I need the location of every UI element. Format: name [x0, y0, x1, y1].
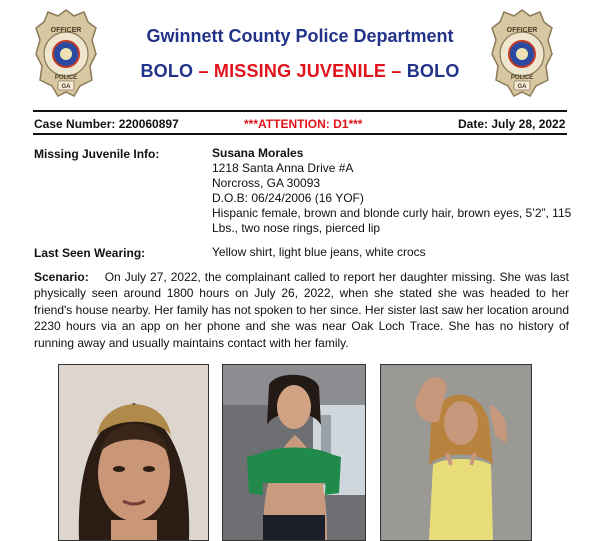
attention-code: ***ATTENTION: D1*** [244, 117, 363, 131]
police-badge-left [34, 8, 98, 100]
bolo-dash-1: – [193, 61, 214, 81]
photo-green-top [222, 364, 366, 541]
svg-text:OFFICER: OFFICER [506, 27, 538, 34]
last-seen-label: Last Seen Wearing: [34, 246, 146, 260]
svg-text:OFFICER: OFFICER [50, 27, 82, 34]
svg-text:GA: GA [517, 84, 527, 90]
address-line-2: Norcross, GA 30093 [212, 176, 321, 190]
scenario-label: Scenario: [34, 270, 89, 284]
bulletin-date: Date: July 28, 2022 [458, 117, 566, 131]
missing-info-block [212, 146, 572, 236]
bolo-missing-juvenile: MISSING JUVENILE [213, 61, 387, 81]
police-badge-right [490, 8, 554, 100]
physical-description: Hispanic female, brown and blonde curly hair, brown eyes, 5’2”, 115 Lbs., two nose rings, pierced lip [212, 206, 572, 235]
photo-portrait [58, 364, 209, 541]
scenario-paragraph [34, 269, 569, 351]
last-seen-value: Yellow shirt, light blue jeans, white crocs [212, 245, 426, 259]
address-line-1: 1218 Santa Anna Drive #A [212, 161, 354, 175]
header-divider-top [33, 110, 567, 112]
svg-text:POLICE: POLICE [54, 75, 78, 81]
department-title: Gwinnett County Police Department [146, 26, 454, 46]
header-divider-bottom [33, 133, 567, 135]
bolo-left: BOLO [140, 61, 194, 81]
svg-text:POLICE: POLICE [510, 75, 534, 81]
svg-text:GA: GA [61, 84, 71, 90]
bolo-dash-2: – [386, 61, 407, 81]
bolo-heading [0, 61, 600, 82]
scenario-text: On July 27, 2022, the complainant called to report her daughter missing. She was last physically seen around 1800 hours on July 26, 2022, when she stated she was headed to her friend's house nearby. Her family has not spoken to her since. Her sister last saw her location around 2230 hours via an app on her phone and she was near Oak Loch Trace. She has no history of running away and usually maintains contact with her family. [34, 270, 570, 350]
bolo-right: BOLO [406, 61, 460, 81]
case-number: Case Number: 220060897 [34, 117, 179, 131]
missing-info-label: Missing Juvenile Info: [34, 147, 160, 161]
date-of-birth: D.O.B: 06/24/2006 (16 YOF) [212, 191, 364, 205]
photo-yellow-top [380, 364, 532, 541]
juvenile-name: Susana Morales [212, 146, 304, 160]
